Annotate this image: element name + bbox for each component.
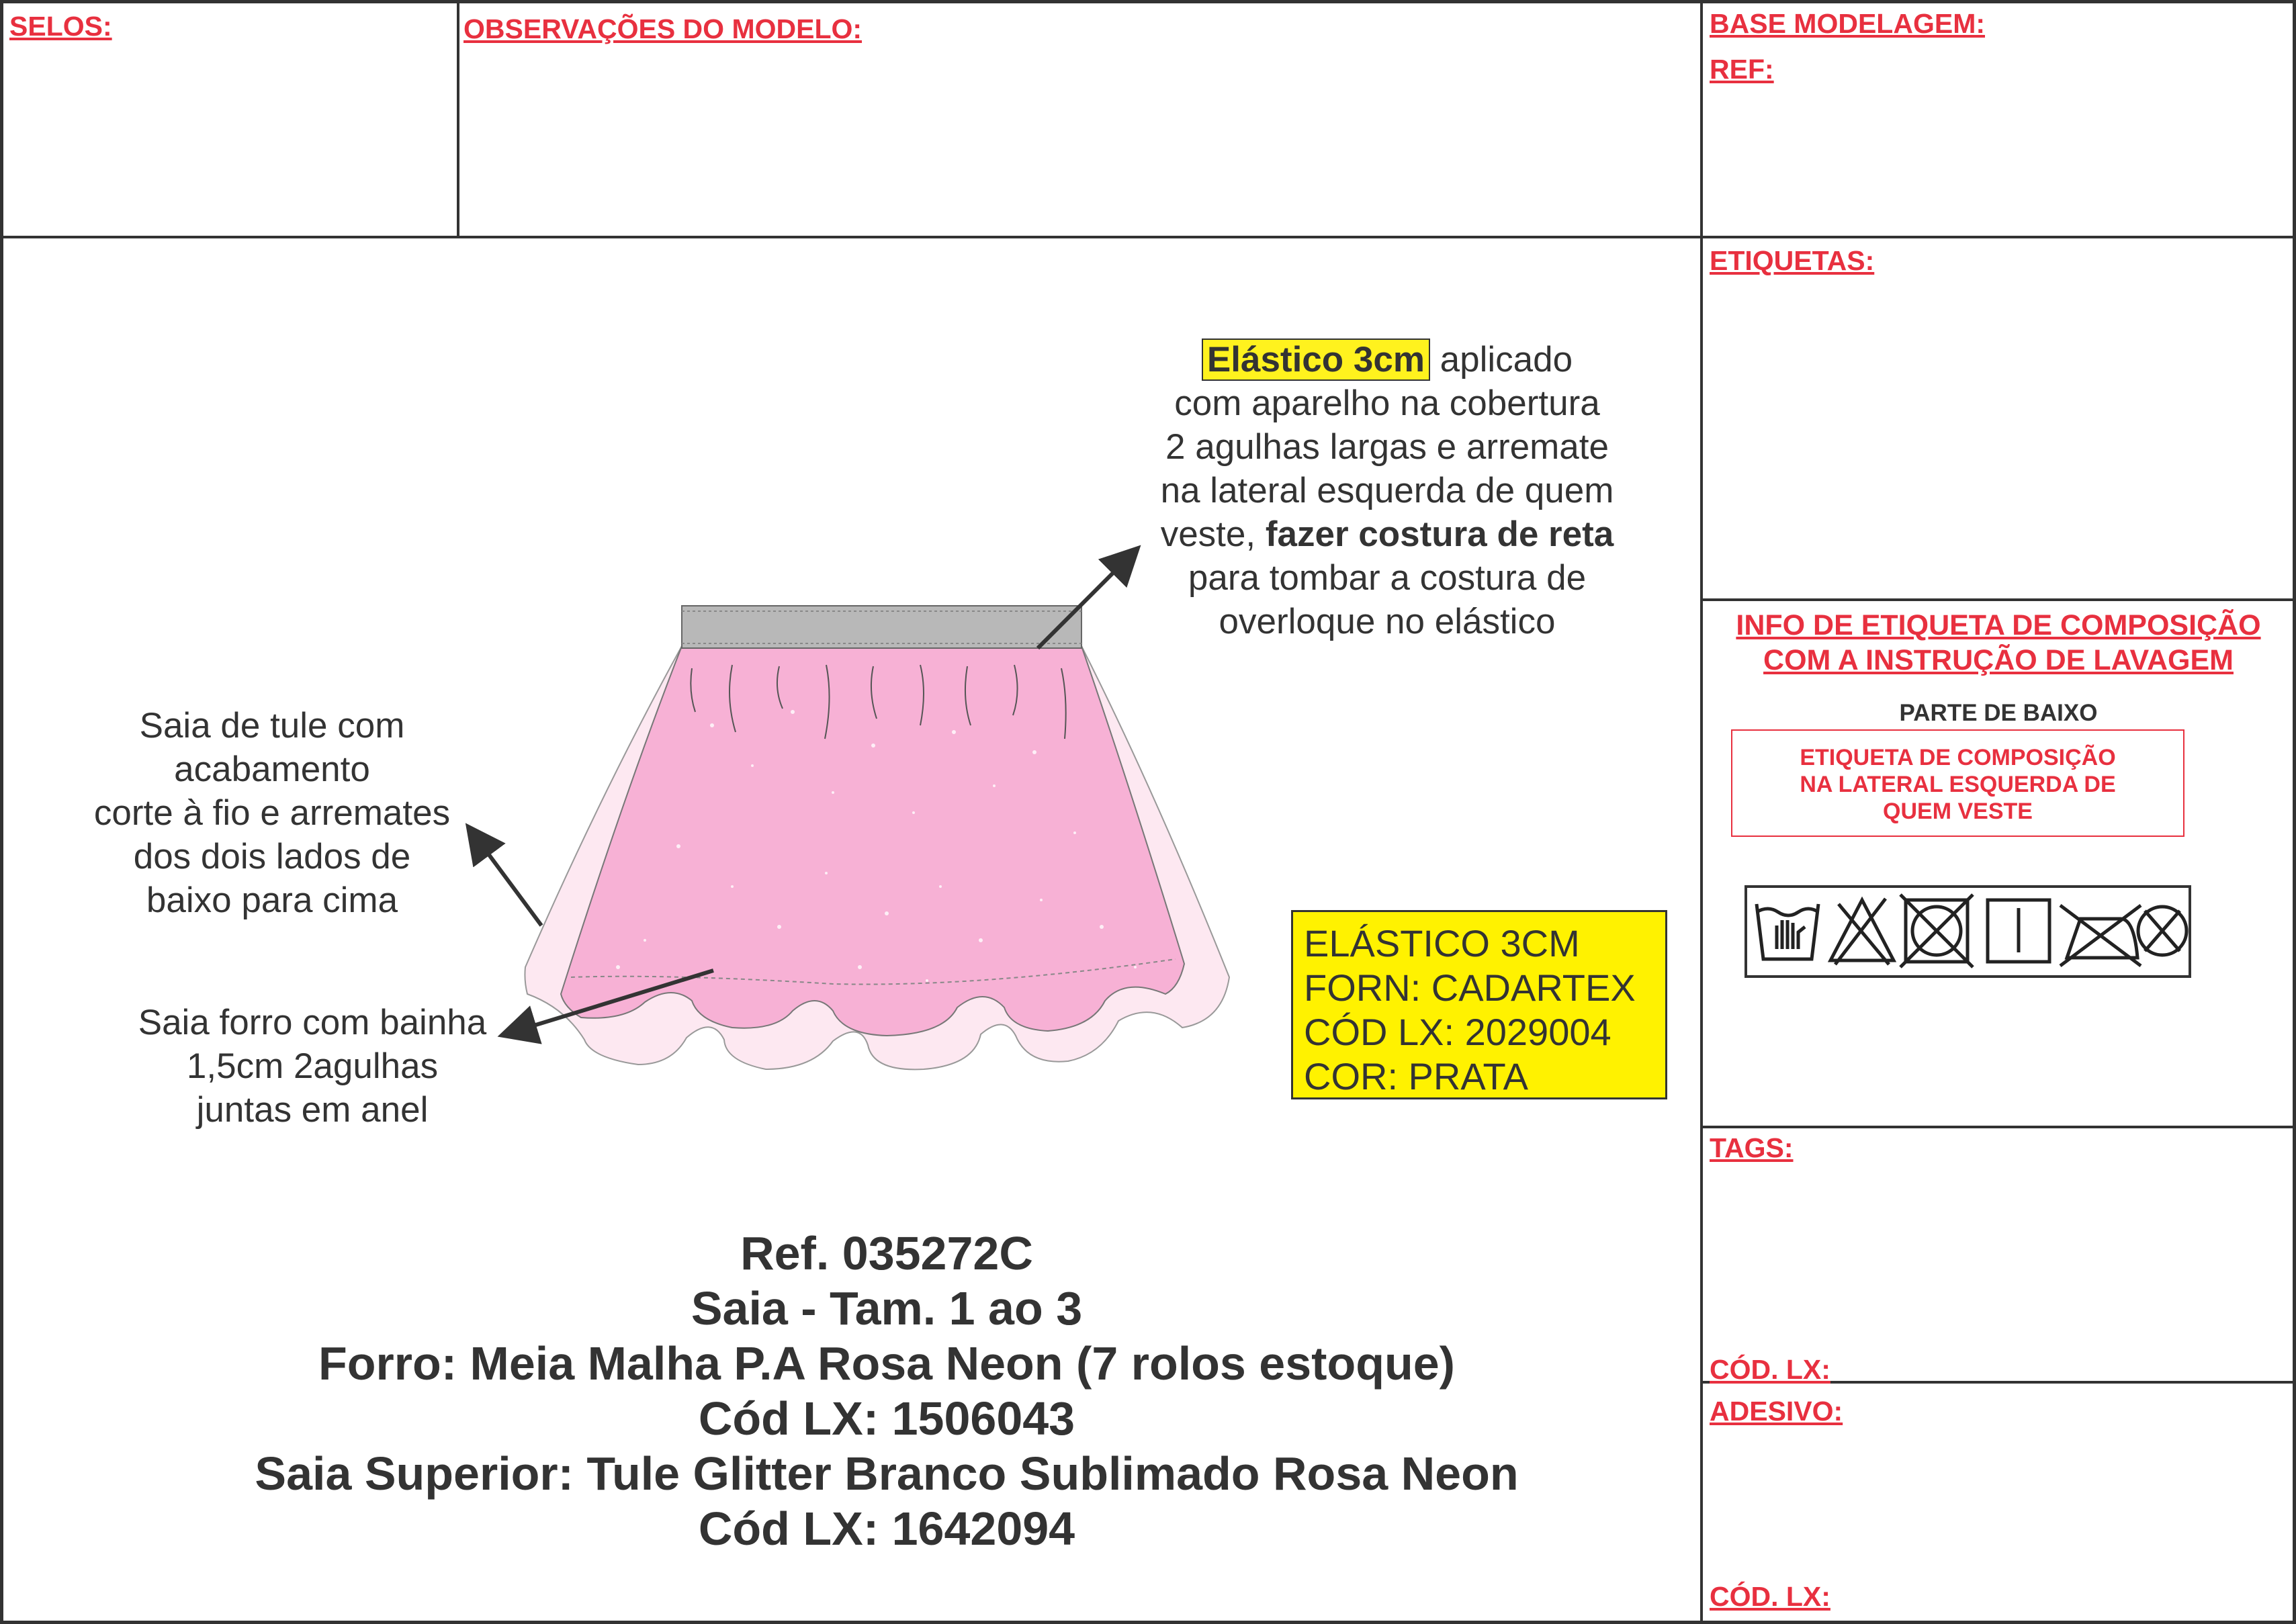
info-line: COM A INSTRUÇÃO DE LAVAGEM	[1763, 644, 2234, 676]
elastic-note-line: 2 agulhas largas e arremate	[1165, 427, 1609, 467]
lining-note: Saia forro com bainha 1,5cm 2agulhas juntas em anel	[138, 1003, 487, 1130]
lining-arrow	[505, 971, 713, 1034]
etiqueta-line: NA LATERAL ESQUERDA DE	[1800, 772, 2116, 797]
tags-cod-lx-label: CÓD. LX:	[1710, 1354, 1830, 1385]
ref-label: REF:	[1710, 54, 1774, 85]
selos-label: SELOS:	[9, 11, 112, 42]
elastic-note-line: overloque no elástico	[1219, 602, 1556, 641]
tulle-arrow	[470, 829, 541, 926]
elastic-note	[1122, 338, 1652, 643]
adesivo-cod-lx-label: CÓD. LX:	[1710, 1581, 1830, 1612]
tags-label: TAGS:	[1710, 1132, 1794, 1163]
base-modelagem-label: BASE MODELAGEM:	[1710, 8, 1985, 39]
elastic-note-line: com aparelho na cobertura	[1174, 384, 1600, 423]
product-spec-block	[0, 1226, 1773, 1556]
etiqueta-line: ETIQUETA DE COMPOSIÇÃO	[1800, 745, 2116, 770]
etiquetas-label: ETIQUETAS:	[1710, 245, 1875, 276]
etiqueta-line: QUEM VESTE	[1883, 799, 2033, 824]
parte-de-baixo-label: PARTE DE BAIXO	[1899, 700, 2098, 726]
info-line: INFO DE ETIQUETA DE COMPOSIÇÃO	[1736, 609, 2261, 641]
elastic-note-line: na lateral esquerda de quem	[1160, 471, 1614, 510]
product-forro: Forro: Meia Malha P.A Rosa Neon (7 rolos estoque)	[318, 1337, 1455, 1390]
elastic-arrow	[1038, 551, 1135, 648]
adesivo-label: ADESIVO:	[1710, 1396, 1843, 1427]
elastic-note-line: veste, fazer costura de reta	[1160, 514, 1614, 554]
elastic-info-box: ELÁSTICO 3CM FORN: CADARTEX CÓD LX: 2029004 COR: PRATA	[1291, 910, 1667, 1099]
elastic-highlight: Elástico 3cm	[1202, 339, 1430, 381]
product-name: Saia - Tam. 1 ao 3	[691, 1282, 1083, 1335]
observacoes-label: OBSERVAÇÕES DO MODELO:	[463, 13, 863, 44]
product-superior: Saia Superior: Tule Glitter Branco Sublimado Rosa Neon	[255, 1447, 1519, 1500]
elastic-note-line: para tombar a costura de	[1188, 558, 1587, 598]
elastic-note-line: Elástico 3cm aplicado	[1122, 338, 1652, 381]
product-forro-code: Cód LX: 1506043	[698, 1392, 1075, 1445]
tulle-note: Saia de tule com acabamento corte à fio e arremates dos dois lados de baixo para cima	[93, 706, 451, 920]
product-superior-code: Cód LX: 1642094	[698, 1502, 1075, 1555]
product-ref: Ref. 035272C	[740, 1227, 1033, 1279]
